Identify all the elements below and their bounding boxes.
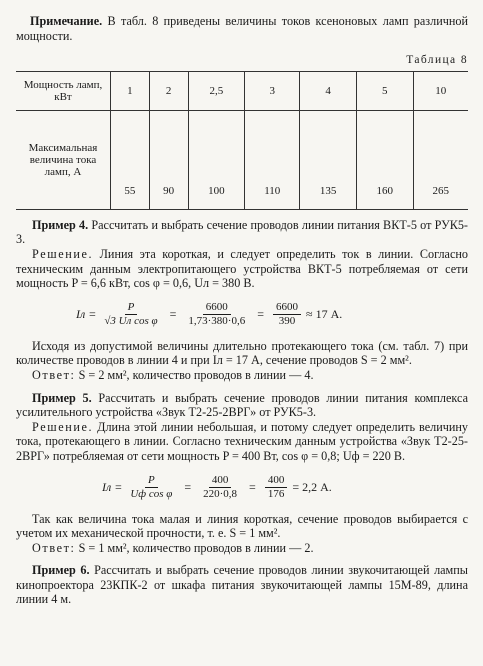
solution-text: Длина этой линии небольшая, и потому следует определить величину тока, протекающего в линии. Согласно техническим данным устройства «Звук Т2-25-2ВРГ» потребляемая от сети мощность P = 400 Вт, cos φ = 0,8; Uф = 220 В. (16, 419, 468, 463)
example-4-task-text: Рассчитать и выбрать сечение проводов линии питания ВКТ-5 от РУК5-3. (16, 217, 468, 247)
example-5-after: Так как величина тока малая и линия короткая, сечение проводов выбирается с учетом их механической прочности, т. е. S = 1 мм². (16, 511, 468, 541)
answer-label: Ответ: (32, 367, 76, 382)
document-page (16, 14, 468, 607)
formula-lhs: Iл = (76, 307, 97, 322)
example-6-task (16, 563, 468, 607)
example-4-solution (16, 247, 468, 291)
table-cell: 100 (188, 110, 245, 209)
example-5-task (16, 391, 468, 420)
solution-label: Решение. (32, 246, 94, 261)
example-5-answer (16, 541, 468, 556)
fraction-substituted (200, 474, 240, 501)
fraction-denominator: 1,73·380·0,6 (188, 315, 246, 328)
fraction-denominator: 176 (267, 488, 285, 500)
note-paragraph (16, 14, 468, 43)
table-cell: 135 (300, 110, 357, 209)
fraction-symbolic (127, 474, 175, 501)
fraction-numerator: 6600 (203, 301, 231, 315)
example-4-heading: Пример 4. (32, 217, 89, 232)
table-cell: 1 (111, 71, 150, 110)
table-8 (16, 71, 468, 210)
example-4-answer (16, 368, 468, 383)
table-caption: Таблица 8 (406, 54, 468, 67)
table-cell: 2 (149, 71, 188, 110)
formula-result: = 2,2 А. (292, 480, 332, 495)
formula-ex5: Iл = $\frac{P}{\text{Uф cos φ}}$ = $\frac{400}{220\cdot 0,8}$ = $\frac{400}{176}$ = 2,2 А. (102, 474, 332, 500)
table-row (16, 71, 468, 110)
example-6-heading: Пример 6. (32, 563, 90, 578)
example-5-heading: Пример 5. (32, 390, 92, 405)
table-cell: 265 (413, 110, 468, 209)
table-cell: 90 (149, 110, 188, 209)
table-cell: 55 (111, 110, 150, 209)
fraction-numerator: P (145, 474, 158, 488)
table-cell: 3 (245, 71, 300, 110)
fraction-symbolic (101, 301, 160, 328)
fraction-denominator: √3 Uл cos φ (104, 315, 158, 328)
table-cell: 2,5 (188, 71, 245, 110)
note-label: Примечание. (30, 14, 103, 28)
fraction-numerator: 400 (265, 474, 288, 488)
table-cell: 110 (245, 110, 300, 209)
formula-result: ≈ 17 А. (306, 307, 343, 322)
table-cell: 5 (356, 71, 413, 110)
table-cell: 4 (300, 71, 357, 110)
fraction-numerator: P (125, 301, 138, 315)
row-label-power: Мощность ламп, кВт (16, 71, 111, 110)
formula-ex4: Iл = $\frac{P}{\text{√3 Uл cos φ}}$ = $\frac{6600}{1,73\cdot 380\cdot 0,6}$ = $\frac{6600}{390}$ ≈ 17 А. (76, 301, 343, 328)
solution-label: Решение. (32, 419, 94, 434)
answer-text: S = 2 мм², количество проводов в линии — 4. (75, 367, 314, 382)
example-6-task-text: Рассчитать и выбрать сечение проводов линии звукочитающей лампы кинопроектора 23КПК-2 от шкафа питания звукочитающей лампы 15М-89, длина линии 4 м. (16, 563, 468, 607)
example-5-solution (16, 420, 468, 464)
example-4-task (16, 218, 468, 247)
fraction-denominator: 390 (278, 315, 296, 328)
fraction-substituted (185, 301, 248, 328)
example-5-task-text: Рассчитать и выбрать сечение проводов линии питания комплекса усилительного устройства «Звук Т2-25-2ВРГ» от РУК5-3. (16, 390, 468, 420)
fraction-numerator: 400 (209, 474, 232, 488)
fraction-simplified (265, 474, 288, 501)
formula-lhs: Iл = (102, 480, 123, 495)
fraction-simplified (273, 301, 301, 328)
fraction-numerator: 6600 (273, 301, 301, 315)
example-4-after: Исходя из допустимой величины длительно протекающего тока (см. табл. 7) при количестве проводов в линии 4 и при Iл = 17 А, сечение проводов S = 2 мм². (16, 338, 468, 368)
note-text: В табл. 8 приведены величины токов ксеноновых ламп различной мощности. (16, 14, 468, 43)
answer-label: Ответ: (32, 540, 76, 555)
table-cell: 10 (413, 71, 468, 110)
solution-text: Линия эта короткая, и следует определить ток в линии. Согласно техническим данным электропитающего устройства ВКТ-5 потребляемая от сети мощность P = 6,6 кВт, cos φ = 0,6, Uл = 380 В. (16, 246, 468, 291)
answer-text: S = 1 мм², количество проводов в линии — 2. (75, 540, 314, 555)
fraction-denominator: 220·0,8 (203, 488, 238, 500)
row-label-current: Максимальная величина тока ламп, А (16, 110, 111, 209)
table-row (16, 110, 468, 209)
table-cell: 160 (356, 110, 413, 209)
fraction-denominator: Uф cos φ (130, 488, 173, 500)
